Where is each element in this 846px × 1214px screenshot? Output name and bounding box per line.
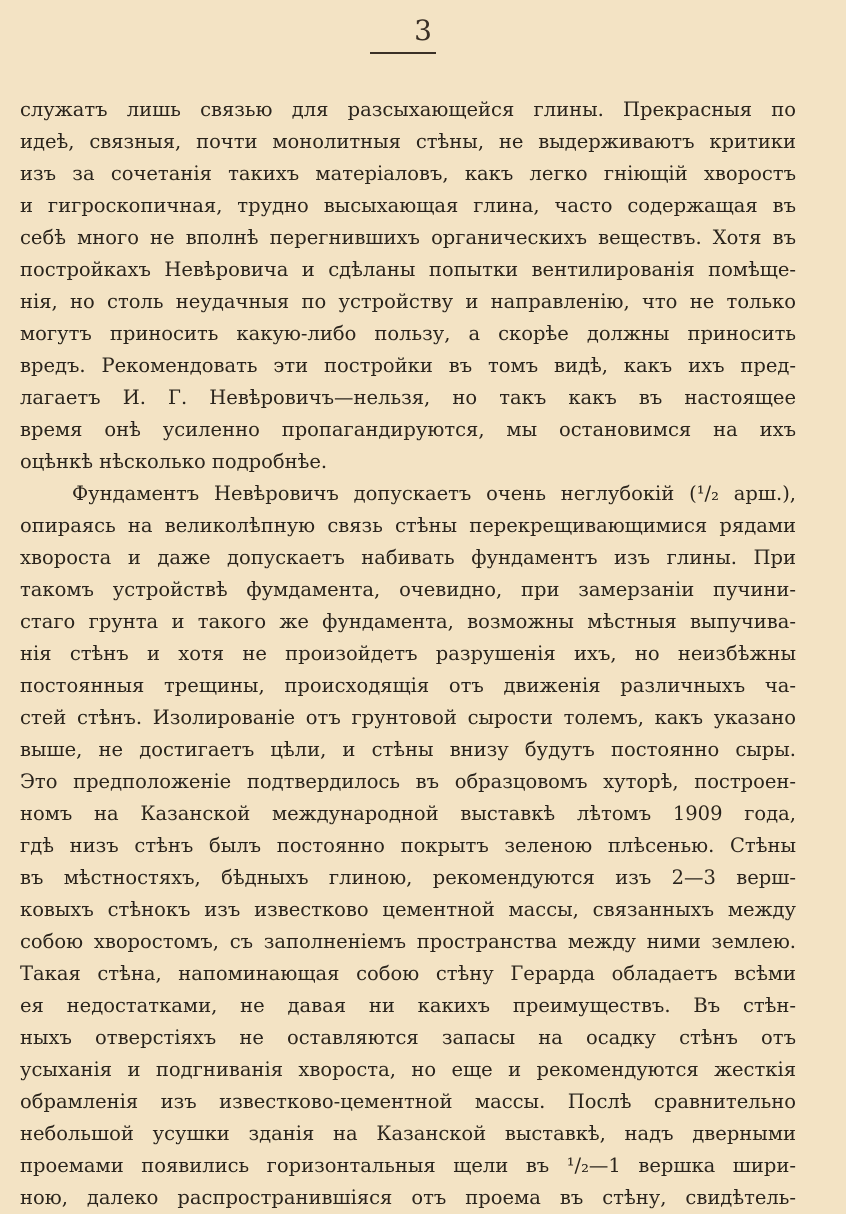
text-line: нія стѣнъ и хотя не произойдетъ разрушенія ихъ, но неизбѣжны: [20, 642, 796, 665]
text-line: оцѣнкѣ нѣсколько подробнѣе.: [20, 450, 328, 473]
text-line: ея недостатками, не давая ни какихъ преимуществъ. Въ стѣн-: [20, 994, 796, 1017]
text-line: могутъ приносить какую-либо пользу, а скорѣе должны приносить: [20, 322, 796, 345]
text-line: такомъ устройствѣ фумдамента, очевидно, при замерзаніи пучини-: [20, 578, 796, 601]
text-line: въ мѣстностяхъ, бѣдныхъ глиною, рекомендуются изъ 2—3 верш-: [20, 866, 796, 889]
text-line: Такая стѣна, напоминающая собою стѣну Герарда обладаетъ всѣми: [20, 962, 796, 985]
text-line: опираясь на великолѣпную связь стѣны перекрещивающимися рядами: [20, 514, 796, 537]
text-line: время онѣ усиленно пропагандируются, мы остановимся на ихъ: [20, 418, 796, 441]
text-line: гдѣ низъ стѣнъ былъ постоянно покрытъ зеленою плѣсенью. Стѣны: [20, 834, 796, 857]
text-line: нія, но столь неудачныя по устройству и направленію, что не только: [20, 290, 796, 313]
text-line: постройкахъ Невѣровича и сдѣланы попытки вентилированія помѣще-: [20, 258, 796, 281]
text-line: стей стѣнъ. Изолированіе отъ грунтовой сырости толемъ, какъ указано: [20, 706, 796, 729]
text-line: ковыхъ стѣнокъ изъ известково цементной массы, связанныхъ между: [20, 898, 796, 921]
text-line: вредъ. Рекомендовать эти постройки въ томъ видѣ, какъ ихъ пред-: [20, 354, 796, 377]
text-line: номъ на Казанской международной выставкѣ лѣтомъ 1909 года,: [20, 802, 796, 825]
text-line: стаго грунта и такого же фундамента, возможны мѣстныя выпучива-: [20, 610, 796, 633]
text-line: проемами появились горизонтальныя щели въ ¹/₂—1 вершка шири-: [20, 1154, 796, 1177]
text-line: лагаетъ И. Г. Невѣровичъ—нельзя, но такъ какъ въ настоящее: [20, 386, 796, 409]
text-line: Фундаментъ Невѣровичъ допускаетъ очень неглубокій (¹/₂ арш.),: [72, 482, 796, 505]
text-line: изъ за сочетанія такихъ матеріаловъ, какъ легко гніющій хворостъ: [20, 162, 796, 185]
text-line: небольшой усушки зданія на Казанской выставкѣ, надъ дверными: [20, 1122, 796, 1145]
body-text: [20, 94, 796, 1214]
page-number-rule: [370, 52, 436, 54]
text-line: хвороста и даже допускаетъ набивать фундаментъ изъ глины. При: [20, 546, 796, 569]
text-line: и гигроскопичная, трудно высыхающая глина, часто содержащая въ: [20, 194, 796, 217]
text-line: усыханія и подгниванія хвороста, но еще и рекомендуются жесткія: [20, 1058, 796, 1081]
text-line: идеѣ, связныя, почти монолитныя стѣны, не выдерживаютъ критики: [20, 130, 796, 153]
text-line: выше, не достигаетъ цѣли, и стѣны внизу будутъ постоянно сыры.: [20, 738, 796, 761]
page-number: 3: [414, 14, 432, 47]
text-line: служатъ лишь связью для разсыхающейся глины. Прекрасныя по: [20, 98, 796, 121]
text-line: ныхъ отверстіяхъ не оставляются запасы на осадку стѣнъ отъ: [20, 1026, 796, 1049]
text-line: Это предположеніе подтвердилось въ образцовомъ хуторѣ, построен-: [20, 770, 796, 793]
text-line: постоянныя трещины, происходящія отъ движенія различныхъ ча-: [20, 674, 796, 697]
text-line: себѣ много не вполнѣ перегнившихъ органическихъ веществъ. Хотя въ: [20, 226, 796, 249]
text-line: собою хворостомъ, съ заполненіемъ пространства между ними землею.: [20, 930, 796, 953]
text-line: ною, далеко распространившіяся отъ проема въ стѣну, свидѣтель-: [20, 1186, 796, 1209]
text-line: обрамленія изъ известково-цементной массы. Послѣ сравнительно: [20, 1090, 796, 1113]
